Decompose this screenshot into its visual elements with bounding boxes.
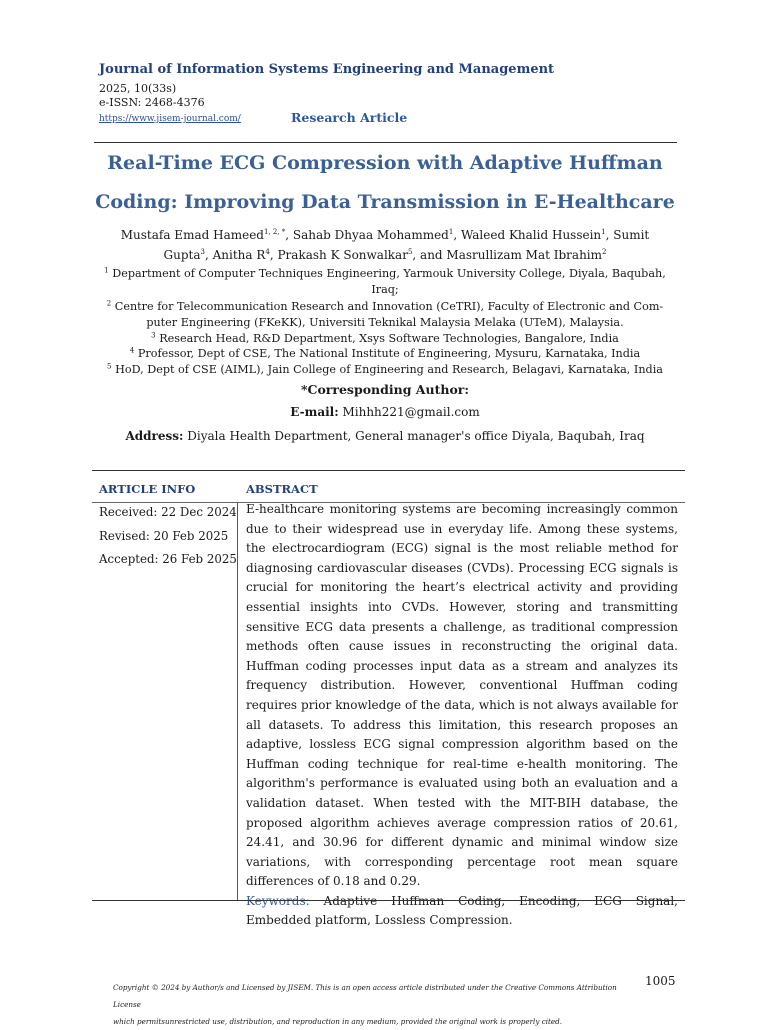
page-number: 1005 <box>645 974 676 988</box>
copyright-line: Copyright © 2024 by Author/s and Licensed by JISEM. This is an open access article distributed under the Creative Commons Attribution License <box>113 983 617 1009</box>
table-column-divider <box>237 503 238 900</box>
affiliation-text: Research Head, R&D Department, Xsys Software Technologies, Bangalore, India <box>155 332 619 345</box>
article-dates <box>99 505 237 576</box>
paper-title-line-1: Real-Time ECG Compression with Adaptive Huffman <box>107 152 663 174</box>
email-line <box>90 405 680 419</box>
affiliation-number: 1 <box>104 266 109 275</box>
author-superscript: 4 <box>265 248 270 256</box>
author-name: Mustafa Emad Hameed <box>120 228 264 242</box>
affiliation-text: HoD, Dept of CSE (AIML), Jain College of Engineering and Research, Belagavi, Karnataka, India <box>111 363 663 376</box>
author-list <box>90 225 680 265</box>
address-line <box>90 429 680 443</box>
journal-url-link[interactable]: https://www.jisem-journal.com/ <box>99 114 241 124</box>
affiliation-1 <box>90 266 680 297</box>
article-info-heading: ARTICLE INFO <box>99 482 196 496</box>
address-text: Diyala Health Department, General manager's office Diyala, Baqubah, Iraq <box>183 429 645 443</box>
email-address: Mihhh221@gmail.com <box>338 405 480 419</box>
author-superscript: 3 <box>200 248 205 256</box>
journal-volume: 2025, 10(33s) <box>99 82 177 95</box>
table-bottom-rule <box>92 900 685 901</box>
affiliation-number: 4 <box>129 346 135 355</box>
journal-name: Journal of Information Systems Engineering and Management <box>99 62 555 77</box>
affiliation-text: Department of Computer Techniques Engineering, Yarmouk University College, Diyala, Baqubah, <box>108 267 666 280</box>
author-name: , Sumit <box>605 228 650 242</box>
author-name: , and Masrullizam Mat Ibrahim <box>412 248 603 262</box>
affiliation-text: Centre for Telecommunication Research and Innovation (CeTRI), Faculty of Electronic and Com- <box>111 300 664 313</box>
header-divider <box>94 142 677 143</box>
author-superscript: 1 <box>448 228 454 236</box>
affiliation-4 <box>90 346 680 362</box>
affiliation-2 <box>90 299 680 330</box>
author-name: , Waleed Khalid Hussein <box>453 228 602 242</box>
address-label: Address: <box>125 429 184 443</box>
affiliation-text: Iraq; <box>371 282 399 296</box>
author-name: , Anitha R <box>204 248 266 262</box>
copyright-line: which permitsunrestricted use, distribution, and reproduction in any medium, provided the original work is properly cited. <box>113 1017 563 1026</box>
author-name: , Prakash K Sonwalkar <box>269 248 408 262</box>
abstract-text: E-healthcare monitoring systems are becoming increasingly common due to their widespread use in everyday life. Among these systems, the electrocardiogram (ECG) signal is the most reliable method for diagnosing cardiovascular diseases (CVDs). Processing ECG signals is crucial for monitoring the heart’s electrical activity and providing essential insights into CVDs. However, storing and transmitting sensitive ECG data presents a challenge, as traditional compression methods often cause issues in reconstructing the original data. Huffman coding processes input data as a stream and analyzes its frequency distribution. However, conventional Huffman coding requires prior knowledge of the data, which is not always available for all datasets. To address this limitation, this research proposes an adaptive, lossless ECG signal compression algorithm based on the Huffman coding technique for real-time e-health monitoring. The algorithm's performance is evaluated using both an evaluation and a validation dataset. When tested with the MIT-BIH database, the proposed algorithm achieves average compression ratios of 20.61, 24.41, and 30.96 for different dynamic and minimal window size variations, with corresponding percentage root mean square differences of 0.18 and 0.29. <box>246 502 678 889</box>
affiliation-text: puter Engineering (FKeKK), Universiti Teknikal Malaysia Melaka (UTeM), Malaysia. <box>146 315 624 329</box>
affiliation-5 <box>90 362 680 378</box>
affiliation-number: 2 <box>106 299 112 308</box>
author-superscript: 5 <box>407 248 413 256</box>
affiliation-number: 3 <box>151 331 156 340</box>
affiliation-text: Professor, Dept of CSE, The National Institute of Engineering, Mysuru, Karnataka, India <box>134 347 641 360</box>
email-label: E-mail: <box>290 405 339 419</box>
copyright-notice <box>113 979 643 1030</box>
accepted-date: Accepted: 26 Feb 2025 <box>99 552 237 566</box>
article-type: Research Article <box>291 110 408 125</box>
keywords <box>246 892 678 931</box>
affiliation-3 <box>90 331 680 347</box>
author-name: Gupta <box>163 248 201 262</box>
abstract-body <box>246 500 678 931</box>
paper-title-line-2: Coding: Improving Data Transmission in E-Healthcare <box>95 191 675 213</box>
author-superscript: 1 <box>601 228 606 236</box>
revised-date: Revised: 20 Feb 2025 <box>99 528 229 543</box>
keywords-text: Embedded platform, Lossless Compression. <box>246 913 513 928</box>
author-superscript: 2 <box>602 248 607 256</box>
received-date: Received: 22 Dec 2024 <box>99 505 237 519</box>
abstract-heading: ABSTRACT <box>246 482 318 496</box>
author-name: , Sahab Dhyaa Mohammed <box>285 228 449 242</box>
table-top-rule <box>92 470 685 471</box>
affiliation-number: 5 <box>107 362 112 371</box>
journal-eissn: e-ISSN: 2468-4376 <box>99 96 205 109</box>
corresponding-author-label: *Corresponding Author: <box>300 382 469 397</box>
author-superscript: 1, 2, * <box>263 228 286 236</box>
